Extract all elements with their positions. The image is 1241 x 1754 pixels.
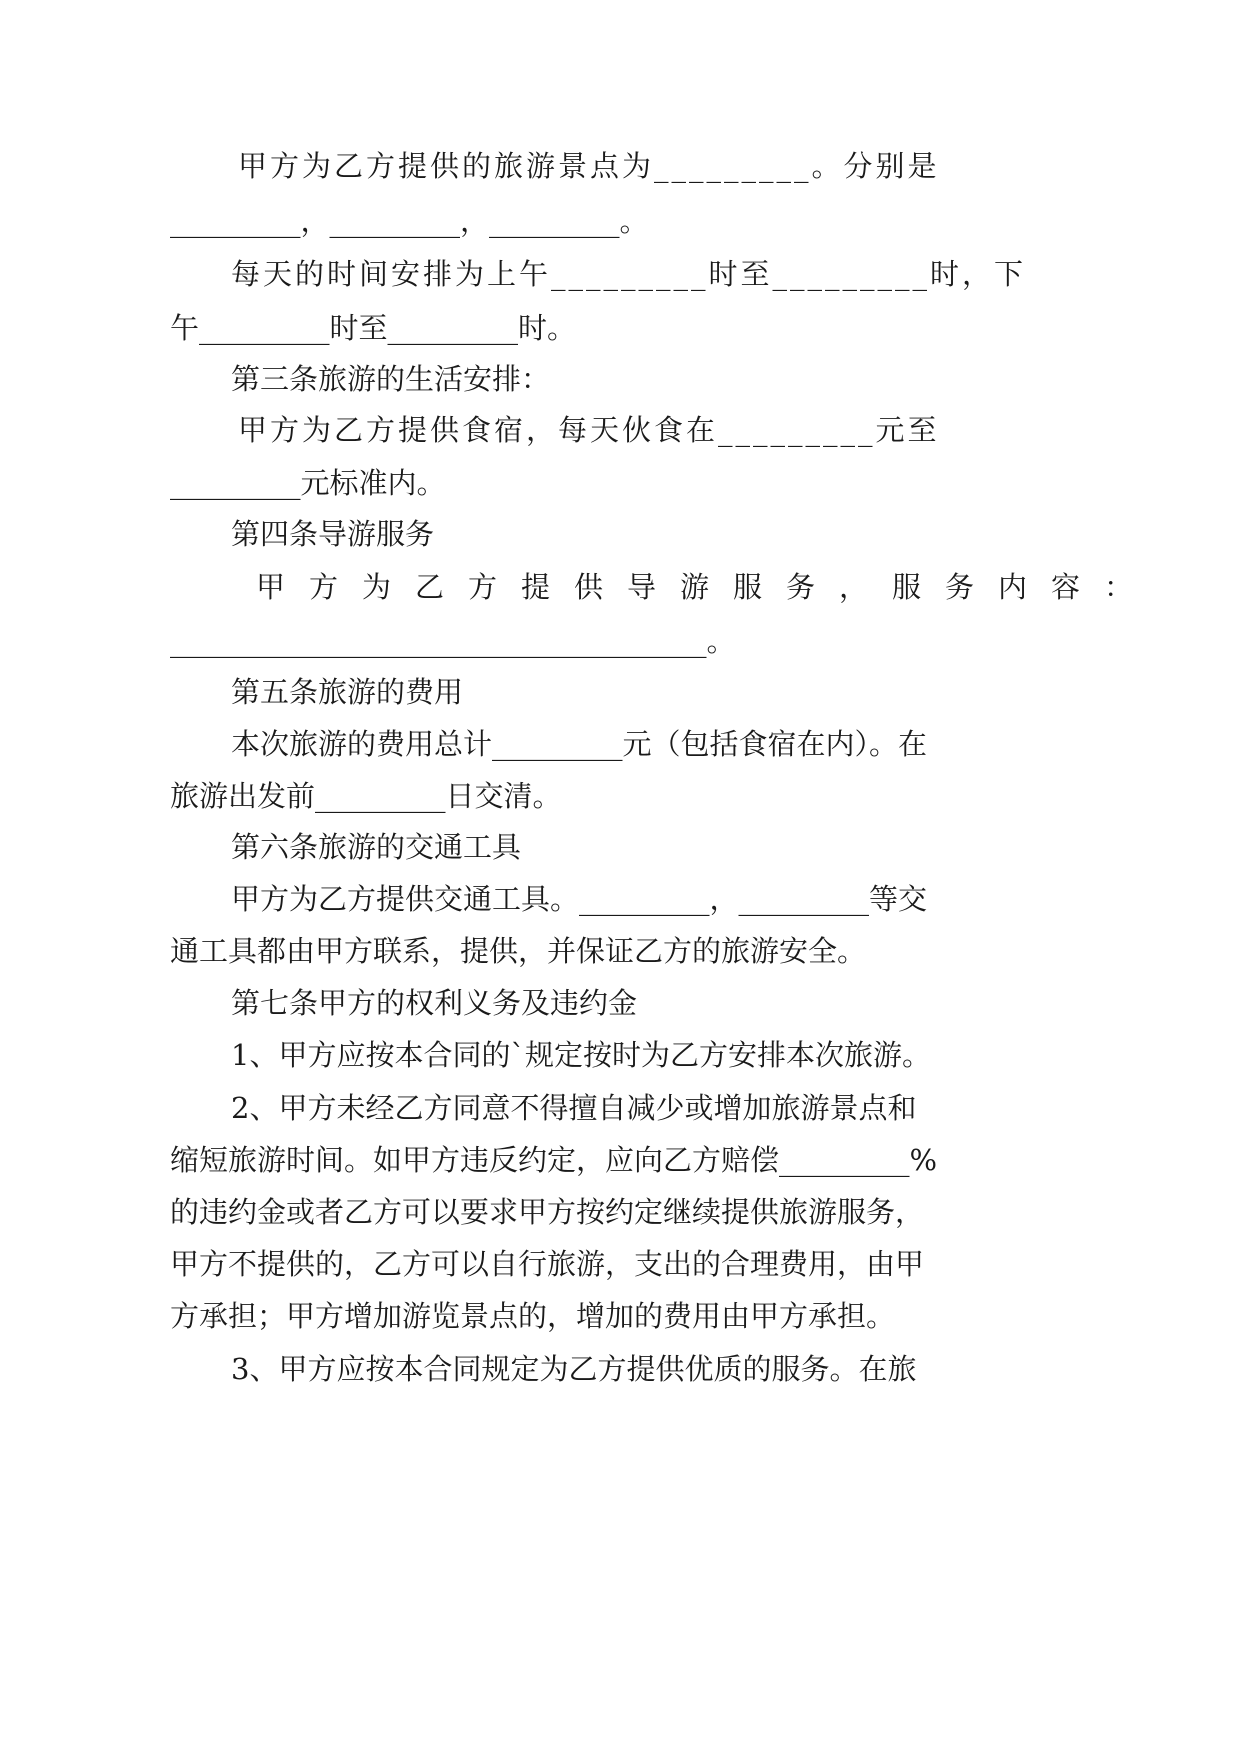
paragraph-line: 本次旅游的费用总计_________元（包括食宿在内）。在 [231, 727, 928, 761]
section-heading: 第六条旅游的交通工具 [231, 830, 522, 864]
section-heading: 第四条导游服务 [231, 517, 435, 551]
list-item: 2、甲方未经乙方同意不得擅自减少或增加旅游景点和 [231, 1091, 917, 1125]
paragraph-line: 缩短旅游时间。如甲方违反约定，应向乙方赔偿_________% [170, 1143, 938, 1177]
paragraph-line: 甲方为乙方提供的旅游景点为_________。分别是 [238, 149, 940, 183]
paragraph-line: 午_________时至_________时。 [170, 311, 577, 345]
paragraph-line: 的违约金或者乙方可以要求甲方按约定继续提供旅游服务， [170, 1195, 925, 1229]
list-item: 1、甲方应按本合同的`规定按时为乙方安排本次旅游。 [231, 1038, 931, 1072]
paragraph-line: _________，_________，_________。 [170, 204, 649, 238]
paragraph-line: 每天的时间安排为上午_________时至_________时，下 [231, 257, 1027, 291]
paragraph-line: _________元标准内。 [170, 466, 446, 500]
paragraph-line: 甲方为乙方提供食宿，每天伙食在_________元至 [238, 413, 940, 447]
paragraph-line: 甲方为乙方提供导游服务，服务内容： [256, 570, 1158, 604]
paragraph-line: 甲方不提供的，乙方可以自行旅游，支出的合理费用，由甲 [170, 1247, 925, 1281]
paragraph-line: 旅游出发前_________日交清。 [170, 779, 562, 813]
paragraph-line: 方承担；甲方增加游览景点的，增加的费用由甲方承担。 [170, 1299, 896, 1333]
paragraph-line: 甲方为乙方提供交通工具。_________，_________等交 [231, 882, 928, 916]
section-heading: 第三条旅游的生活安排： [231, 362, 551, 396]
section-heading: 第七条甲方的权利义务及违约金 [231, 986, 638, 1020]
section-heading: 第五条旅游的费用 [231, 675, 464, 709]
paragraph-line: _____________________________________。 [170, 624, 736, 658]
paragraph-line: 通工具都由甲方联系，提供，并保证乙方的旅游安全。 [170, 934, 867, 968]
list-item: 3、甲方应按本合同规定为乙方提供优质的服务。在旅 [231, 1352, 917, 1386]
